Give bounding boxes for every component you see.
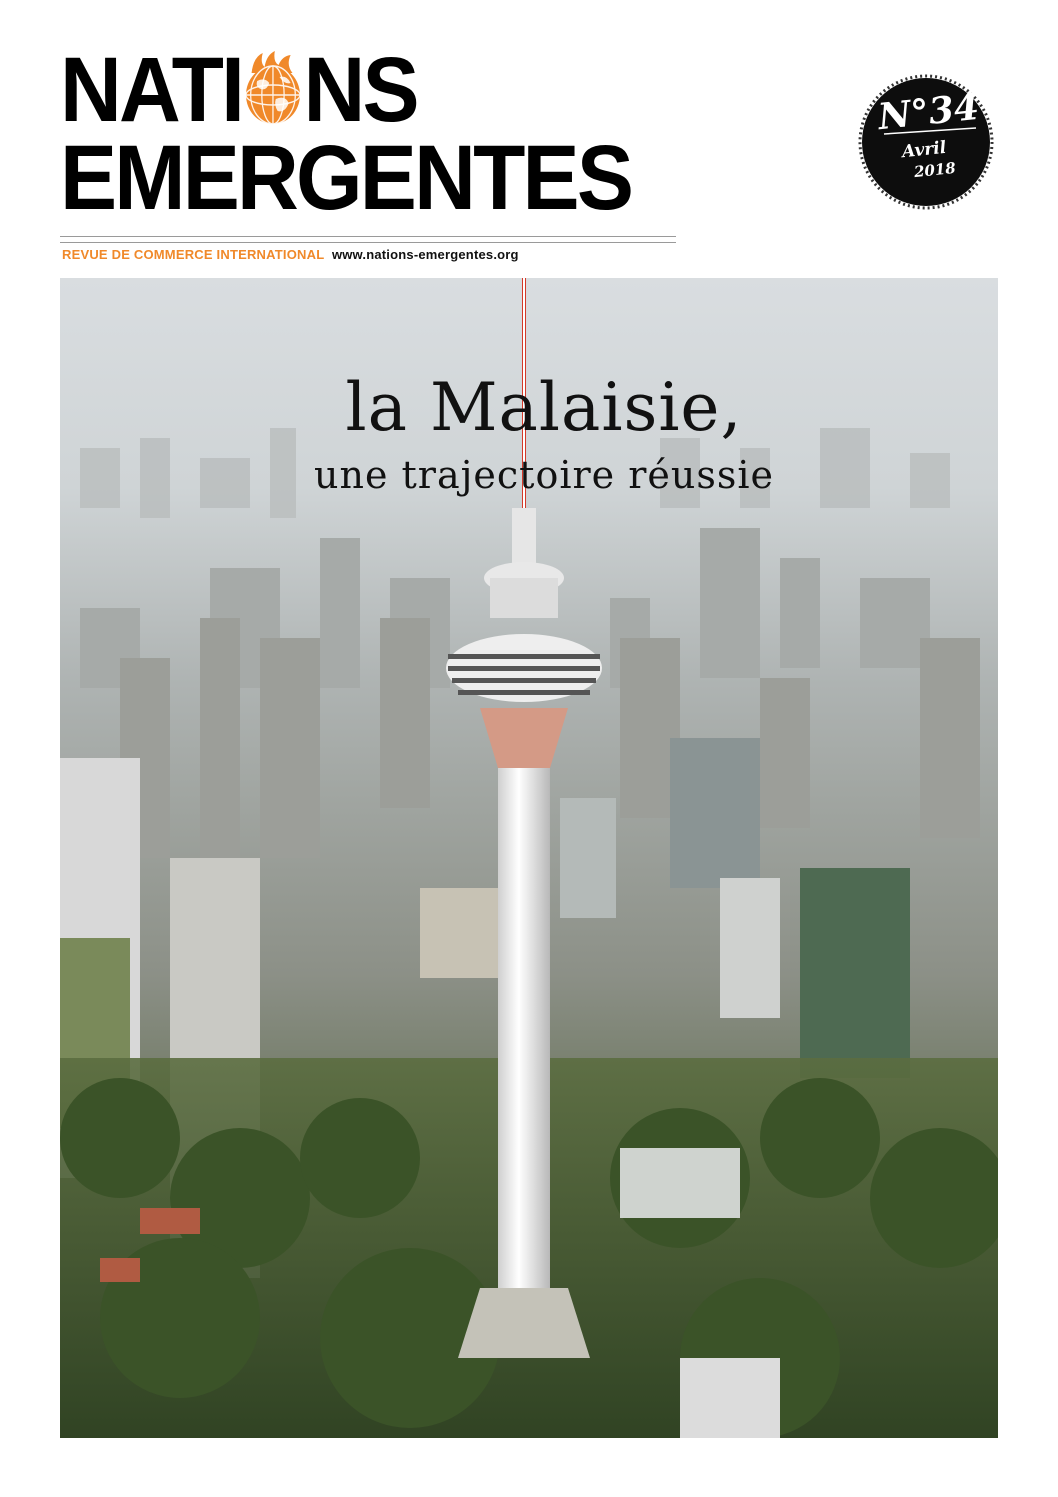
- issue-badge: [858, 74, 994, 210]
- website-link[interactable]: www.nations-emergentes.org: [331, 247, 519, 262]
- masthead-rule-top: [60, 236, 676, 237]
- issue-month: Avril: [901, 137, 948, 163]
- headline-subtitle: une trajectoire réussie: [314, 453, 774, 497]
- magazine-title-line-1: [60, 39, 417, 141]
- tagline-text: REVUE DE COMMERCE INTERNATIONAL: [62, 247, 325, 262]
- headline-title: la Malaisie,: [345, 369, 743, 446]
- title-nati: NATI: [60, 39, 243, 141]
- globe-icon: [244, 51, 302, 121]
- issue-number: N°34: [876, 85, 981, 139]
- badge-text: [858, 74, 994, 210]
- cover-headline: [60, 368, 998, 500]
- issue-year: 2018: [913, 158, 957, 182]
- magazine-title-line-2: EMERGENTES: [60, 127, 632, 229]
- tagline: [62, 247, 519, 262]
- masthead-rule-bottom: [60, 242, 676, 243]
- title-ns: NS: [303, 39, 417, 141]
